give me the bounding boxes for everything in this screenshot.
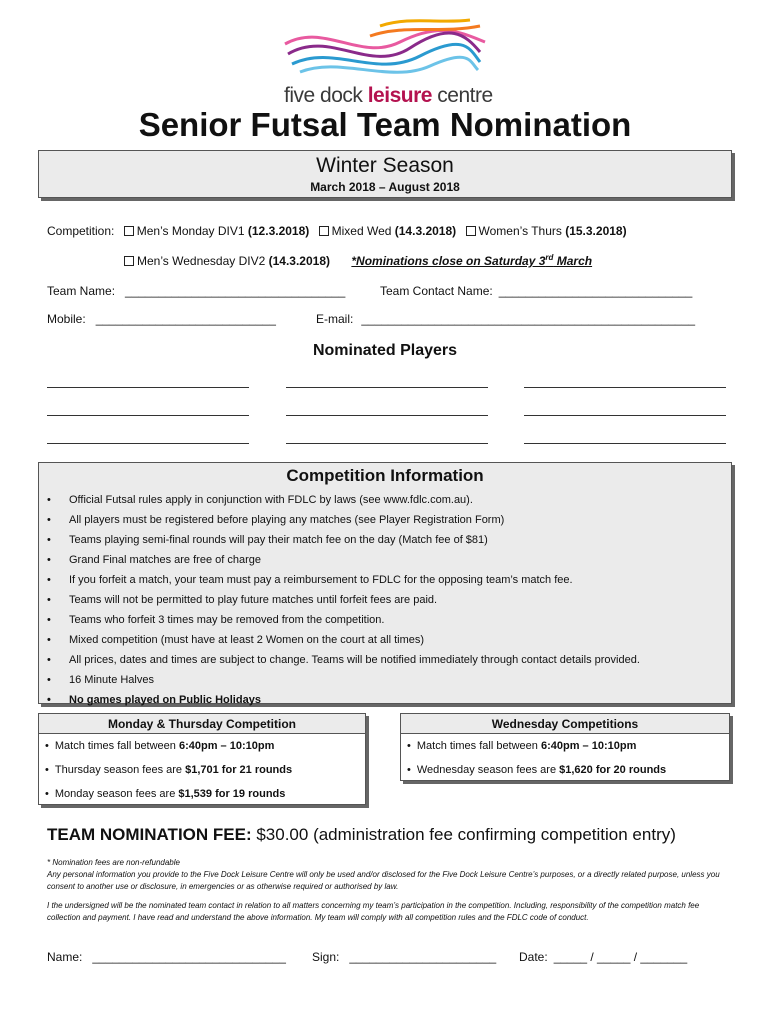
list-item: • Official Futsal rules apply in conjunction with FDLC by laws (see www.fdlc.com.au). xyxy=(39,490,731,510)
competition-info-title: Competition Information xyxy=(286,466,484,485)
competition-row-2: Men’s Wednesday DIV2 (14.3.2018) *Nominations close on Saturday 3rd March xyxy=(118,253,592,268)
player-line[interactable] xyxy=(286,387,488,388)
nominations-close-note: *Nominations close on Saturday 3rd March xyxy=(351,253,593,268)
checkbox-mens-monday[interactable] xyxy=(124,226,134,236)
competition-info-panel xyxy=(38,462,732,704)
monday-thursday-panel xyxy=(38,713,366,805)
list-item: • If you forfeit a match, your team must pay a reimbursement to FDLC for the opposing team’s match fee. xyxy=(39,570,731,590)
season-title: Winter Season xyxy=(316,154,454,177)
list-item: • Match times fall between 6:40pm – 10:10pm xyxy=(45,740,275,752)
agreement-statement: I the undersigned will be the nominated team contact in relation to all matters concerning my team’s participation in the competition. Including, responsibility of the competition match fee collection and payment. I have read and understand the above information. My team will comply with all competition rules and the FDLC code of conduct. xyxy=(47,901,700,922)
list-item: • Thursday season fees are $1,701 for 21 rounds xyxy=(45,764,293,776)
non-refundable-note: * Nomination fees are non-refundable xyxy=(47,858,180,867)
monday-thursday-title: Monday & Thursday Competition xyxy=(39,714,365,734)
mobile-field[interactable]: Mobile: ___________________________ xyxy=(47,312,276,326)
list-item: • Teams who forfeit 3 times may be removed from the competition. xyxy=(39,610,731,630)
checkbox-mixed-wed[interactable] xyxy=(319,226,329,236)
player-line[interactable] xyxy=(524,443,726,444)
competition-info-list xyxy=(39,490,731,710)
wednesday-panel xyxy=(400,713,730,781)
player-line[interactable] xyxy=(524,415,726,416)
list-item: • Match times fall between 6:40pm – 10:10pm xyxy=(407,740,637,752)
privacy-statement: Any personal information you provide to the Five Dock Leisure Centre will only be used and/or disclosed for the Five Dock Leisure Centre’s purposes, or a directly related purpose, unless you consent to another use or disclosure, in emergencies or as otherwise required or authorised by law. xyxy=(47,870,720,891)
list-item: • Wednesday season fees are $1,620 for 20 rounds xyxy=(407,764,667,776)
signature-name-field[interactable]: Name: _____________________________ xyxy=(47,950,286,964)
list-item: • Mixed competition (must have at least 2 Women on the court at all times) xyxy=(39,630,731,650)
team-contact-field[interactable]: Team Contact Name: _____________________________ xyxy=(380,284,693,298)
logo-text: five dock leisure centre xyxy=(284,84,493,107)
signature-sign-field[interactable]: Sign: ______________________ xyxy=(312,950,497,964)
list-item: • All players must be registered before playing any matches (see Player Registration Form) xyxy=(39,510,731,530)
nomination-fee: TEAM NOMINATION FEE: $30.00 (administration fee confirming competition entry) xyxy=(47,825,676,844)
competition-label: Competition: xyxy=(47,224,115,238)
email-field[interactable]: E-mail: __________________________________________________ xyxy=(316,312,696,326)
player-line[interactable] xyxy=(47,415,249,416)
player-line[interactable] xyxy=(524,387,726,388)
team-name-field[interactable]: Team Name: _________________________________ xyxy=(47,284,346,298)
list-item: • 16 Minute Halves xyxy=(39,670,731,690)
list-item: • Monday season fees are $1,539 for 19 rounds xyxy=(45,788,286,800)
list-item: • No games played on Public Holidays xyxy=(39,690,731,710)
player-line[interactable] xyxy=(47,443,249,444)
list-item: • Teams playing semi-final rounds will pay their match fee on the day (Match fee of $81) xyxy=(39,530,731,550)
season-banner xyxy=(38,150,732,198)
logo xyxy=(270,14,500,107)
season-dates: March 2018 – August 2018 xyxy=(310,180,460,194)
player-line[interactable] xyxy=(286,415,488,416)
player-line[interactable] xyxy=(47,387,249,388)
list-item: • Teams will not be permitted to play future matches until forfeit fees are paid. xyxy=(39,590,731,610)
competition-row-1: Competition: Men’s Monday DIV1 (12.3.2018) Mixed Wed (14.3.2018) Women’s Thurs (15.3.2018) xyxy=(47,224,627,238)
player-line[interactable] xyxy=(286,443,488,444)
checkbox-womens-thurs[interactable] xyxy=(466,226,476,236)
checkbox-mens-wednesday[interactable] xyxy=(124,256,134,266)
signature-date-field[interactable]: Date: _____ / _____ / _______ xyxy=(519,950,688,964)
list-item: • Grand Final matches are free of charge xyxy=(39,550,731,570)
list-item: • All prices, dates and times are subject to change. Teams will be notified immediately through contact details provided. xyxy=(39,650,731,670)
page-title: Senior Futsal Team Nomination xyxy=(138,106,632,143)
wednesday-title: Wednesday Competitions xyxy=(401,714,729,734)
logo-waves-icon xyxy=(280,14,490,84)
nominated-players-title: Nominated Players xyxy=(312,342,458,359)
